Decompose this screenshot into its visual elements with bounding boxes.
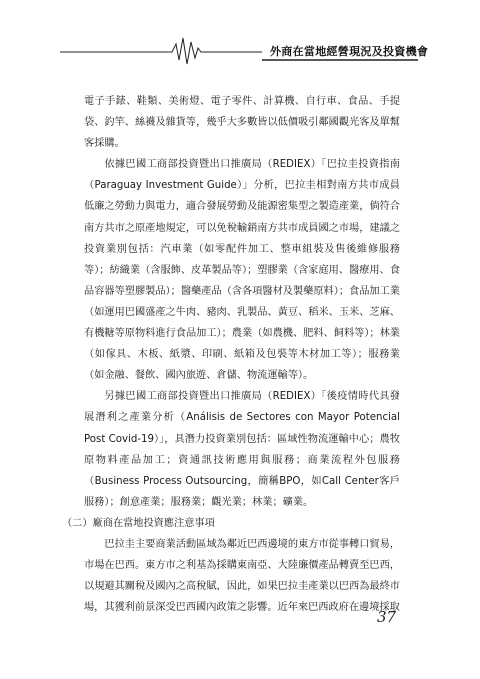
- paragraph-investment-notes: 巴拉圭主要商業活動區域為鄰近巴西邊境的東方市從事轉口貿易，市場在巴西。東方市之利基為採購東南亞、大陸廉價產品轉賣至巴西，以規避其關稅及國內之高稅賦，因此，如果巴拉圭產業以巴西為最終市場，其獲利前景深受巴西國內政策之影響。近年來巴西政府在邊境採取: [84, 538, 400, 614]
- running-header: [0, 30, 480, 70]
- page-number: 37: [377, 608, 397, 626]
- paragraph-investment-guide: 依據巴國工商部投資暨出口推廣局（REDIEX）「巴拉圭投資指南（Paraguay Investment Guide）」分析，巴拉圭相對南方共市成員低廉之勞動力與電力，適合發展勞動及能源密集型之製造產業，倘符合南方共市之原產地規定，可以免稅輸銷南方共市成員國之市場，建議之投資業別包括：汽車業（如零配件加工、整車組裝及售後維修服務等）；紡織業（含服飾、皮革製品等）；塑膠業（含家庭用、醫療用、食品容器等塑膠製品）；醫藥產品（含各項醫材及製藥原料）；食品加工業（如運用巴國盛產之牛肉、豬肉、乳製品、黃豆、稻米、玉米、芝麻、有機糖等原物料進行食品加工）；農業（如農機、肥料、飼料等）；林業（如傢具、木板、紙漿、印刷、紙箱及包裝等木材加工等）；服務業（如金融、餐飲、國內旅遊、倉儲、物流運輸等）。: [84, 159, 400, 382]
- paragraph-post-covid-analysis: 另據巴國工商部投資暨出口推廣局（REDIEX）「後疫情時代具發展潛利之產業分析（Análisis de Sectores con Mayor Potencial Post Covid-19）」，具潛力投資業別包括：區域性物流運輸中心；農牧原物料產品加工；資通訊技術應用與服務；商業流程外包服務（Business Process Outsourcing，簡稱BPO，如Call Center客戶服務）；創意產業；服務業；觀光業；林業；礦業。: [84, 391, 400, 508]
- section-heading: （二）廠商在當地投資應注意事項: [62, 517, 215, 529]
- paragraph-continued: 電子手錶、鞋類、美術燈、電子零件、計算機、自行車、食品、手提袋、釣竿、絲襪及雜貨等，幾乎大多數皆以低價吸引鄰國觀光客及單幫客採購。: [84, 96, 400, 150]
- header-title: 外商在當地經營現況及投資機會: [270, 45, 429, 58]
- page-body: [62, 91, 400, 618]
